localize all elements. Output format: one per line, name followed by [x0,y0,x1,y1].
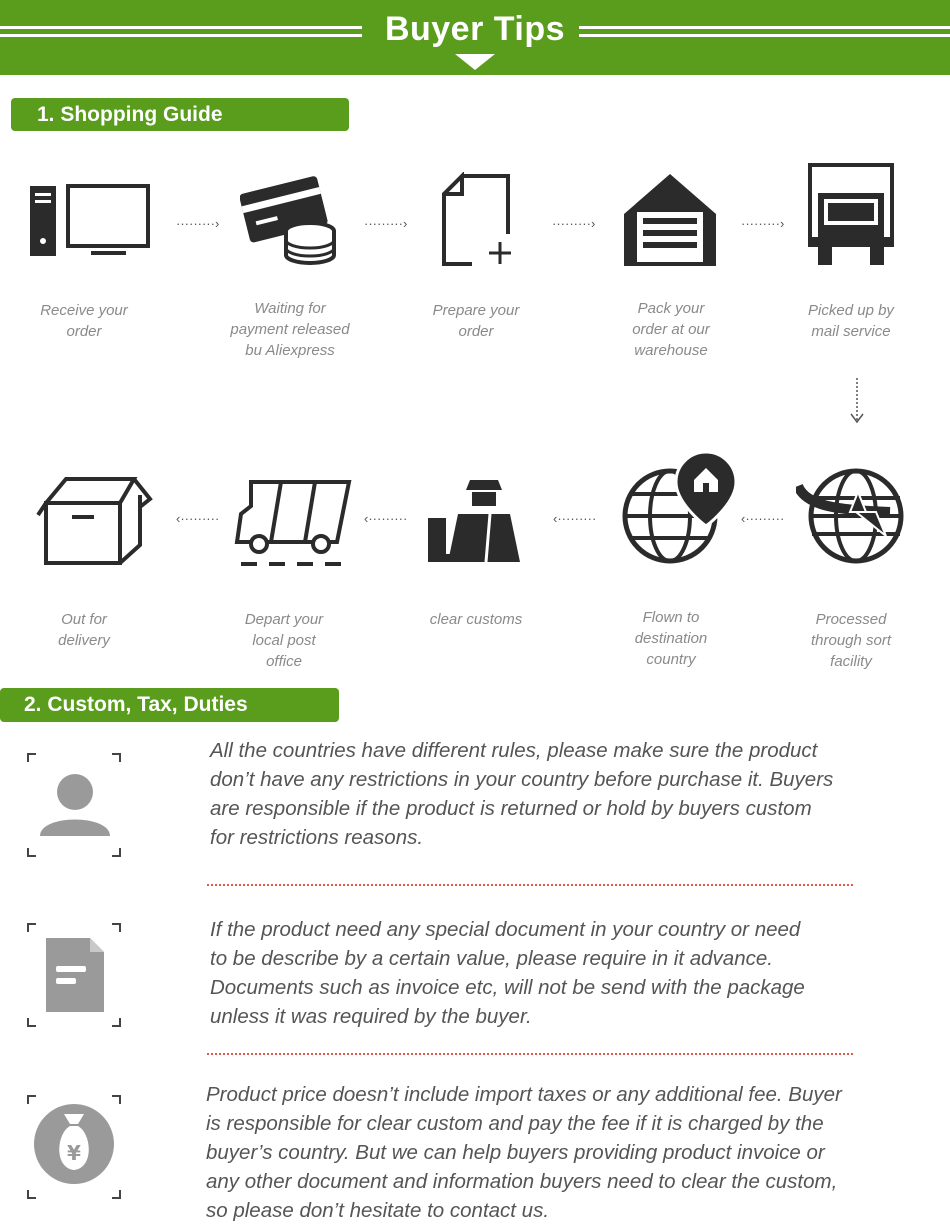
computer-icon [28,183,153,263]
flow-arrow-left: ‹········· [364,511,408,526]
step-label: Prepare your order [432,302,520,340]
flow-arrow-down [849,378,865,426]
flow-arrow-left: ‹········· [741,511,785,526]
flow-arrow-right: ·········› [741,216,785,231]
flow-arrow-right: ·········› [364,216,408,231]
money-bag-icon [26,1094,122,1200]
step-label: Processed through sort facility [810,611,892,670]
duty-text: If the product need any special document in your country or need to be describe by a certain value, please require in it advance. Documents such as invoice etc, will not be send with the package unless it was required by the buyer. [210,918,805,1028]
document-plus-icon [440,172,520,272]
dotted-divider [207,884,853,886]
step-label: Out for delivery [58,611,110,649]
banner-notch [455,54,495,70]
header-banner [0,0,950,75]
open-box-icon [36,475,156,570]
document-icon [26,922,122,1028]
payment-card-icon [240,176,340,268]
globe-plane-icon [796,466,908,566]
flow-arrow-left: ‹········· [553,511,597,526]
dotted-divider [207,1053,853,1055]
svg-text:¥: ¥ [67,1141,81,1165]
warehouse-icon [620,170,720,270]
flow-arrow-left: ‹········· [176,511,220,526]
globe-pin-icon [620,448,740,568]
user-icon [26,752,122,858]
step-label: clear customs [429,611,523,628]
truck-icon [806,163,896,269]
step-label: Waiting for payment released bu Aliexpress [230,300,350,359]
duty-text: Product price doesn’t include import taxes or any additional fee. Buyer is responsible for clear custom and pay the fee if it is charged by the buyer’s country. But we can help buyers providing product invoice or any other document and information buyers need to clear the custom, so please don’t hesitate to contact us. [206,1083,842,1222]
step-label: Receive your order [40,302,128,340]
duty-text: All the countries have different rules, please make sure the product don’t have any restrictions in your country before purchase it. Buyers are responsible if the product is returned or hold by buyers custom for restrictions reasons. [210,739,834,849]
step-label: Depart your local post office [244,611,324,670]
customs-officer-icon [428,478,532,566]
flow-arrow-right: ·········› [552,216,596,231]
page-title: Buyer Tips [371,10,579,48]
flow-arrow-right: ·········› [176,216,220,231]
section-custom-tax-title: 2. Custom, Tax, Duties [0,688,339,722]
step-label: Pack your order at our warehouse [632,300,710,359]
section-shopping-guide-title: 1. Shopping Guide [11,98,349,131]
step-label: Flown to destination country [634,609,708,668]
delivery-van-icon [233,478,355,570]
step-label: Picked up by mail service [808,302,894,340]
